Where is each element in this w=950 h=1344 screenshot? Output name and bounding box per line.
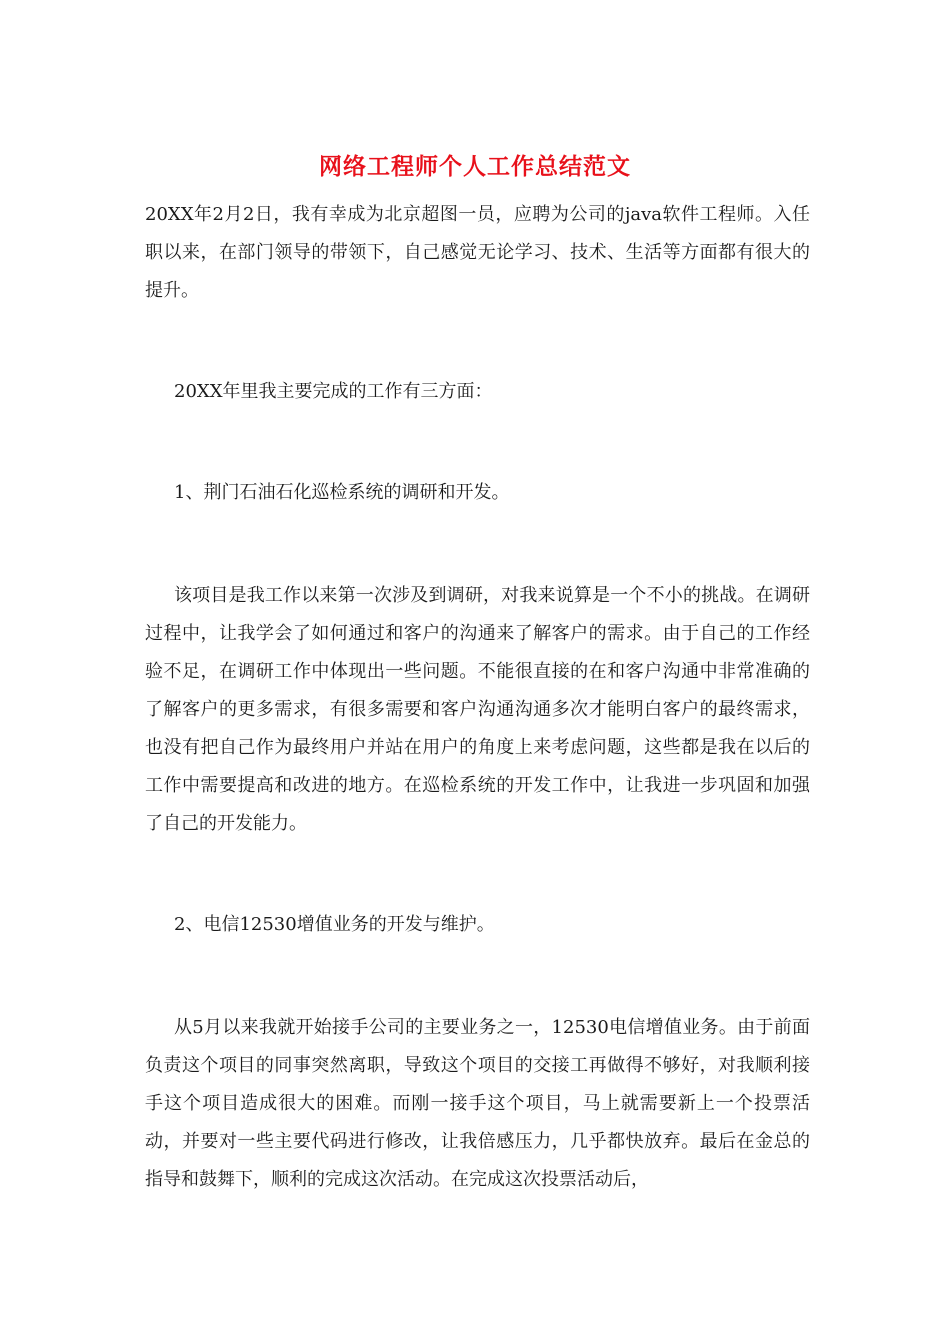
work-summary-heading: 20XX年里我主要完成的工作有三方面： <box>174 381 493 402</box>
item-1-paragraph: 该项目是我工作以来第一次涉及到调研，对我来说算是一个不小的挑战。在调研过程中，让我学会了如何通过和客户的沟通来了解客户的需求。由于自己的工作经验不足，在调研工作中体现出一些问题。不能很直接的在和客户沟通中非常准确的了解客户的更多需求，有很多需要和客户沟通沟通多次才能明白客户的最终需求，也没有把自己作为最终用户并站在用户的角度上来考虑问题，这些都是我在以后的工作中需要提高和改进的地方。在巡检系统的开发工作中，让我进一步巩固和加强了自己的开发能力。 <box>145 585 810 834</box>
item-1-heading: 1、荆门石油石化巡检系统的调研和开发。 <box>174 482 510 503</box>
item-2-heading: 2、电信12530增值业务的开发与维护。 <box>174 914 495 935</box>
item-2-paragraph: 从5月以来我就开始接手公司的主要业务之一，12530电信增值业务。由于前面负责这个项目的同事突然离职，导致这个项目的交接工再做得不够好，对我顺利接手这个项目造成很大的困难。而刚一接手这个项目，马上就需要新上一个投票活动，并要对一些主要代码进行修改，让我倍感压力，几乎都快放弃。最后在金总的指导和鼓舞下，顺利的完成这次活动。在完成这次投票活动后， <box>145 1017 810 1190</box>
intro-paragraph: 20XX年2月2日，我有幸成为北京超图一员，应聘为公司的java软件工程师。入任职以来，在部门领导的带领下，自己感觉无论学习、技术、生活等方面都有很大的提升。 <box>145 204 810 301</box>
document-title: 网络工程师个人工作总结范文 <box>319 153 631 180</box>
